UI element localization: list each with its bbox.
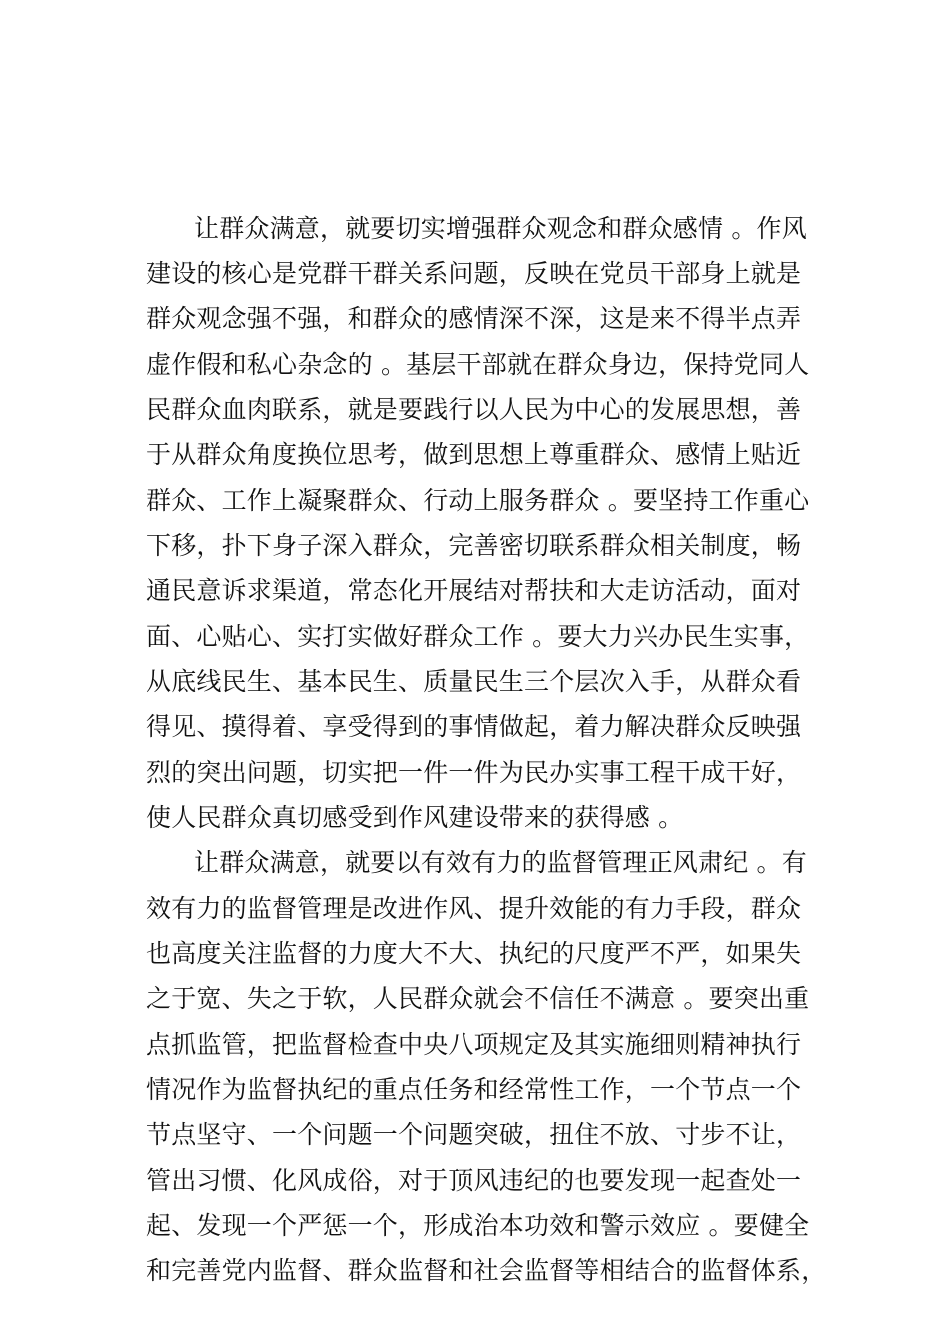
paragraph-1-line-1: 让群众满意，就要切实增强群众观念和群众感情 。作风 — [194, 214, 807, 243]
paragraph-2-line-9: 起、发现一个严惩一个，形成治本功效和警示效应 。要健全 — [146, 1211, 810, 1240]
paragraph-1-line-12: 得见、摸得着、享受得到的事情做起，着力解决群众反映强 — [146, 712, 802, 741]
paragraph-1-line-8: 下移，扑下身子深入群众，完善密切联系群众相关制度，畅 — [146, 531, 802, 560]
paragraph-2-line-2: 效有力的监督管理是改进作风、提升效能的有力手段，群众 — [146, 894, 802, 923]
paragraph-1-line-14: 使人民群众真切感受到作风建设带来的获得感 。 — [146, 803, 684, 832]
paragraph-2-line-8: 管出习惯、化风成俗，对于顶风违纪的也要发现一起查处一 — [146, 1166, 802, 1195]
paragraph-1-line-10: 面、心贴心、实打实做好群众工作 。要大力兴办民生实事， — [146, 622, 810, 651]
paragraph-1-line-13: 烈的突出问题，切实把一件一件为民办实事工程干成干好， — [146, 758, 802, 787]
paragraph-2-line-5: 点抓监管，把监督检查中央八项规定及其实施细则精神执行 — [146, 1030, 802, 1059]
paragraph-1-line-6: 于从群众角度换位思考，做到思想上尊重群众、感情上贴近 — [146, 440, 802, 469]
paragraph-2-line-10: 和完善党内监督、群众监督和社会监督等相结合的监督体系， — [146, 1256, 827, 1285]
paragraph-2-line-6: 情况作为监督执纪的重点任务和经常性工作，一个节点一个 — [146, 1075, 802, 1104]
paragraph-1-line-2: 建设的核心是党群干群关系问题，反映在党员干部身上就是 — [146, 259, 802, 288]
paragraph-2-line-3: 也高度关注监督的力度大不大、执纪的尺度严不严，如果失 — [146, 939, 802, 968]
paragraph-1-line-9: 通民意诉求渠道，常态化开展结对帮扶和大走访活动，面对 — [146, 576, 802, 605]
paragraph-1-line-3: 群众观念强不强，和群众的感情深不深，这是来不得半点弄 — [146, 304, 802, 333]
paragraph-2-line-7: 节点坚守、一个问题一个问题突破，扭住不放、寸步不让， — [146, 1120, 802, 1149]
paragraph-1-line-4: 虚作假和私心杂念的 。基层干部就在群众身边，保持党同人 — [146, 350, 810, 379]
paragraph-1-line-5: 民群众血肉联系，就是要践行以人民为中心的发展思想，善 — [146, 395, 802, 424]
paragraph-1-line-11: 从底线民生、基本民生、质量民生三个层次入手，从群众看 — [146, 667, 802, 696]
paragraph-2-line-1: 让群众满意，就要以有效有力的监督管理正风肃纪 。有 — [194, 848, 807, 877]
paragraph-1-line-7: 群众、工作上凝聚群众、行动上服务群众 。要坚持工作重心 — [146, 486, 810, 515]
paragraph-2-line-4: 之于宽、失之于软，人民群众就会不信任不满意 。要突出重 — [146, 984, 810, 1013]
